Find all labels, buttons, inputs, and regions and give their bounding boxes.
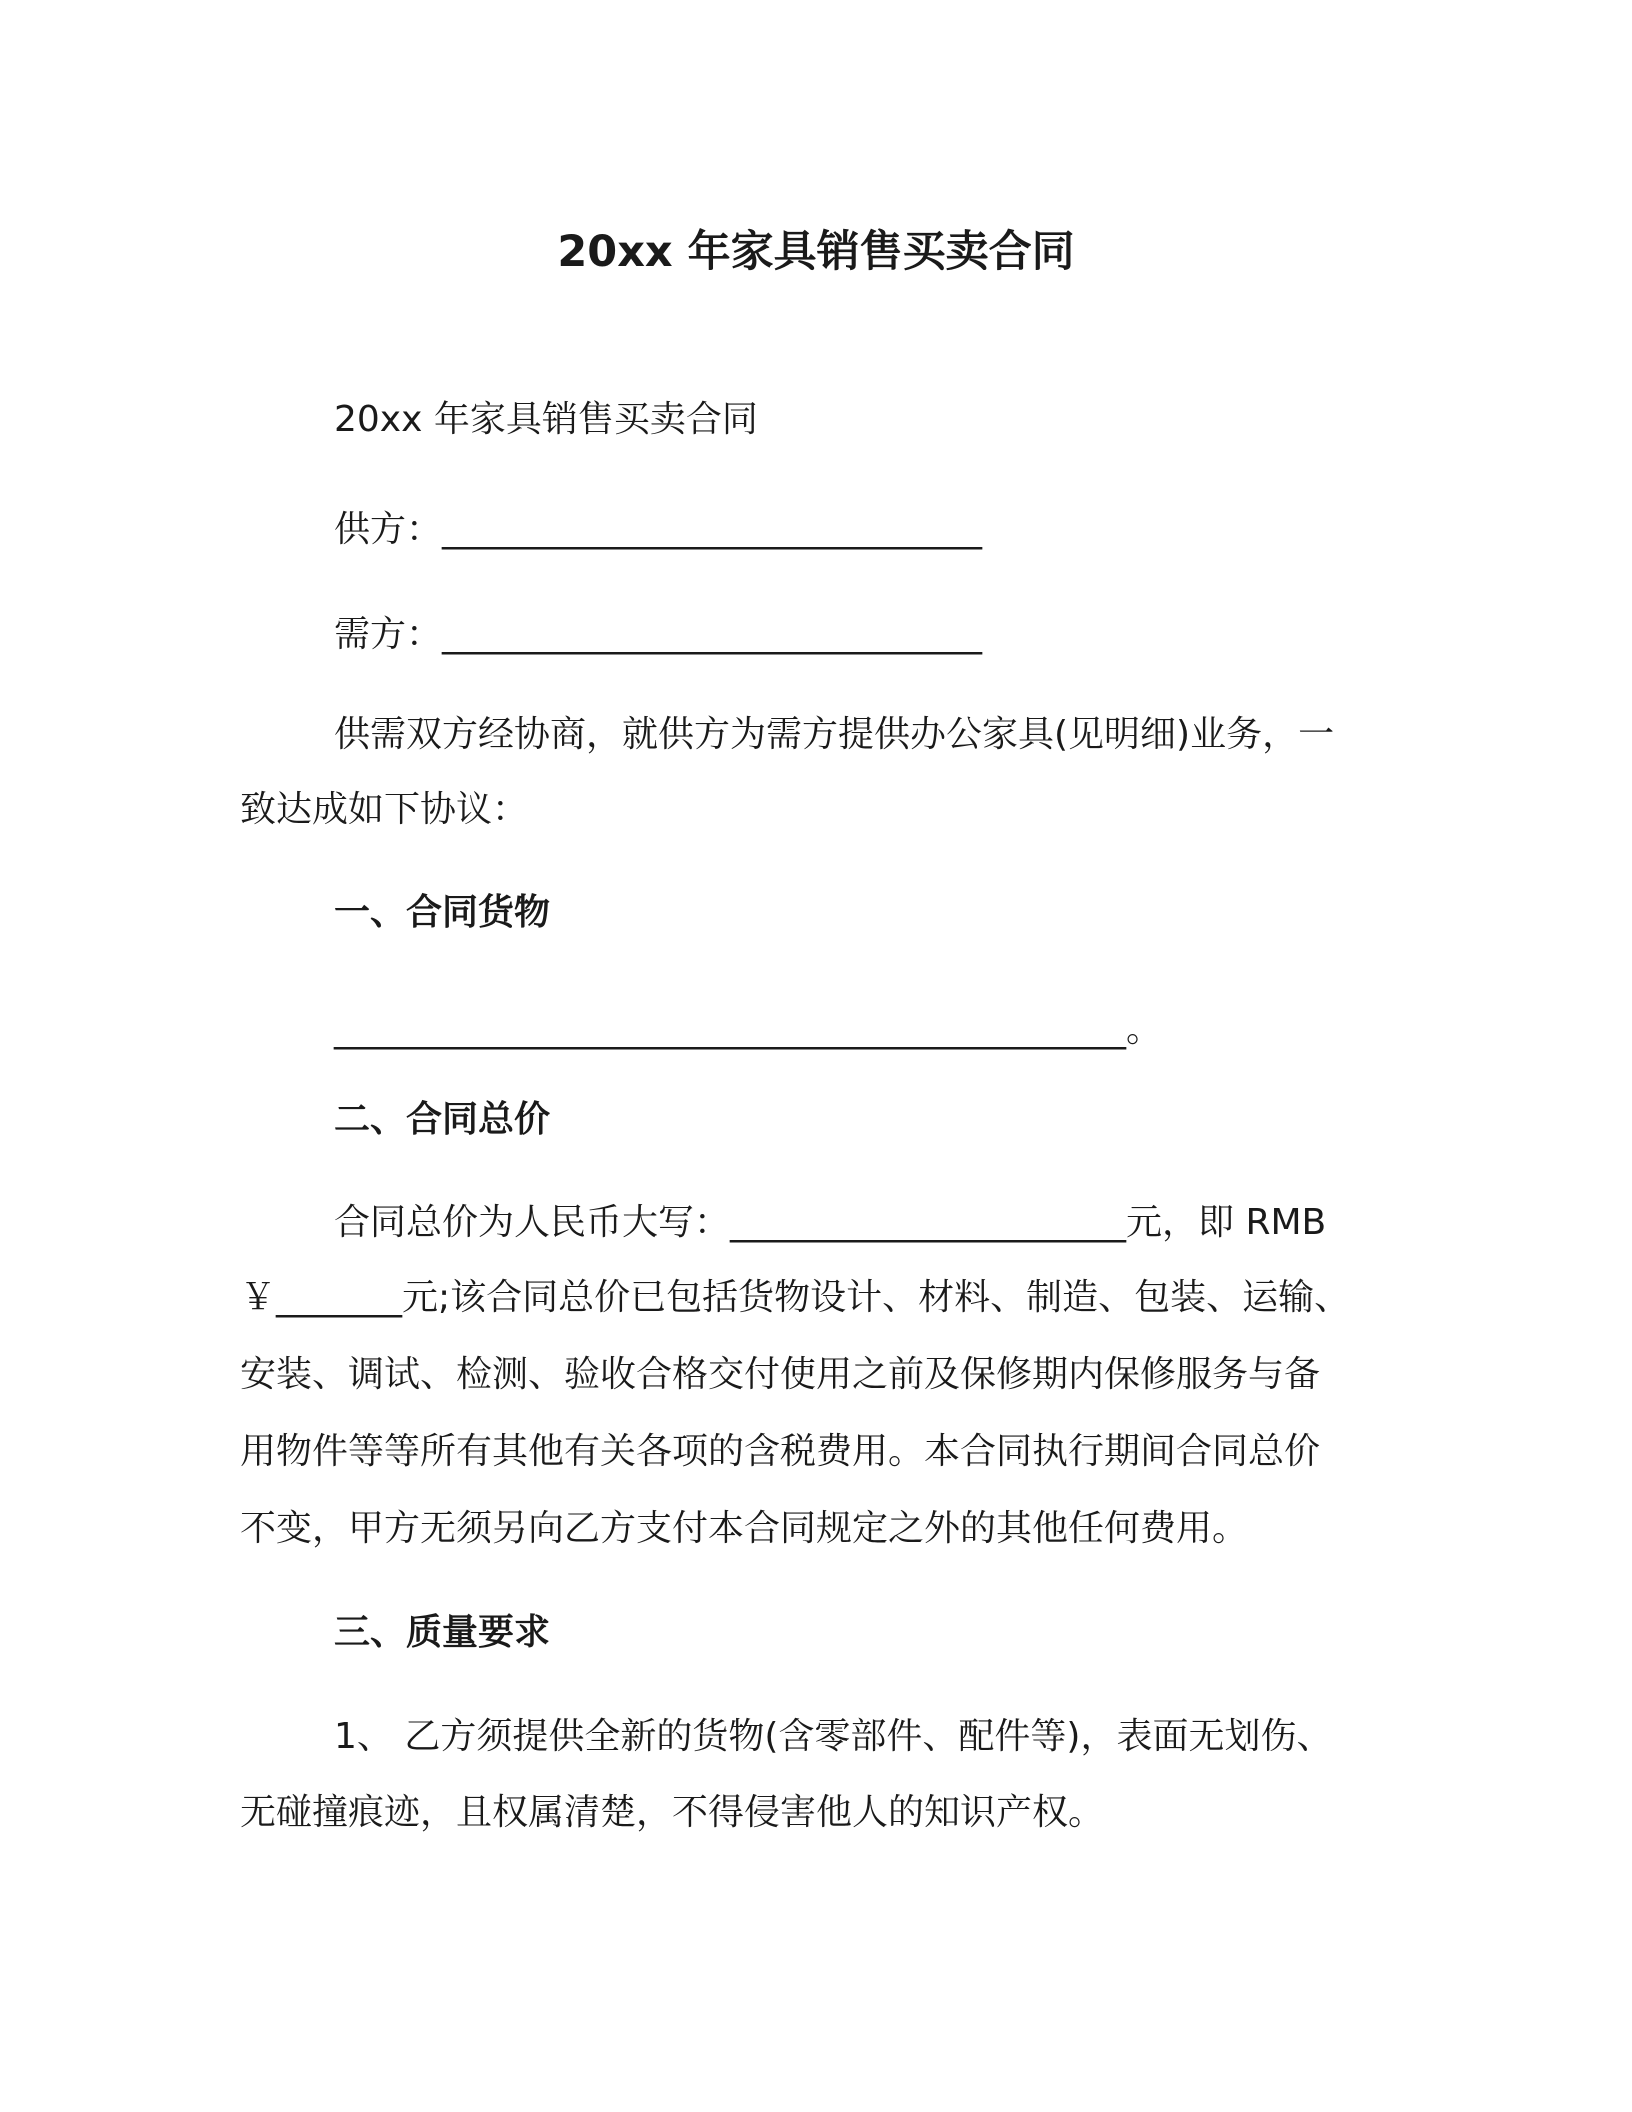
section-2-heading: 二、合同总价: [334, 1099, 551, 1140]
supplier-line: 供方：______________________________: [334, 509, 983, 550]
intro-line-2: 致达成如下协议：: [240, 789, 529, 830]
section-2-line-3: 安装、调试、检测、验收合格交付使用之前及保修期内保修服务与备: [240, 1354, 1321, 1395]
section-2-line-1: 合同总价为人民币大写：______________________元，即 RMB: [334, 1202, 1327, 1243]
section-3-item-1-line-1: 1、 乙方须提供全新的货物(含零部件、配件等)，表面无划伤、: [334, 1716, 1333, 1757]
section-1-blank-line: ____________________________________________。: [334, 1009, 1162, 1050]
intro-line-1: 供需双方经协商，就供方为需方提供办公家具(见明细)业务，一: [334, 714, 1335, 755]
contract-subtitle: 20xx 年家具销售买卖合同: [334, 399, 758, 440]
section-3-item-1-line-2: 无碰撞痕迹，且权属清楚，不得侵害他人的知识产权。: [240, 1792, 1105, 1833]
section-1-heading: 一、合同货物: [334, 892, 551, 933]
document-title: 20xx 年家具销售买卖合同: [557, 227, 1075, 277]
section-2-line-2: ￥_______元;该合同总价已包括货物设计、材料、制造、包装、运输、: [240, 1277, 1351, 1318]
buyer-line: 需方：______________________________: [334, 614, 983, 655]
section-2-line-5: 不变，甲方无须另向乙方支付本合同规定之外的其他任何费用。: [240, 1508, 1249, 1549]
section-3-heading: 三、质量要求: [334, 1612, 551, 1653]
section-2-line-4: 用物件等等所有其他有关各项的含税费用。本合同执行期间合同总价: [240, 1431, 1321, 1472]
